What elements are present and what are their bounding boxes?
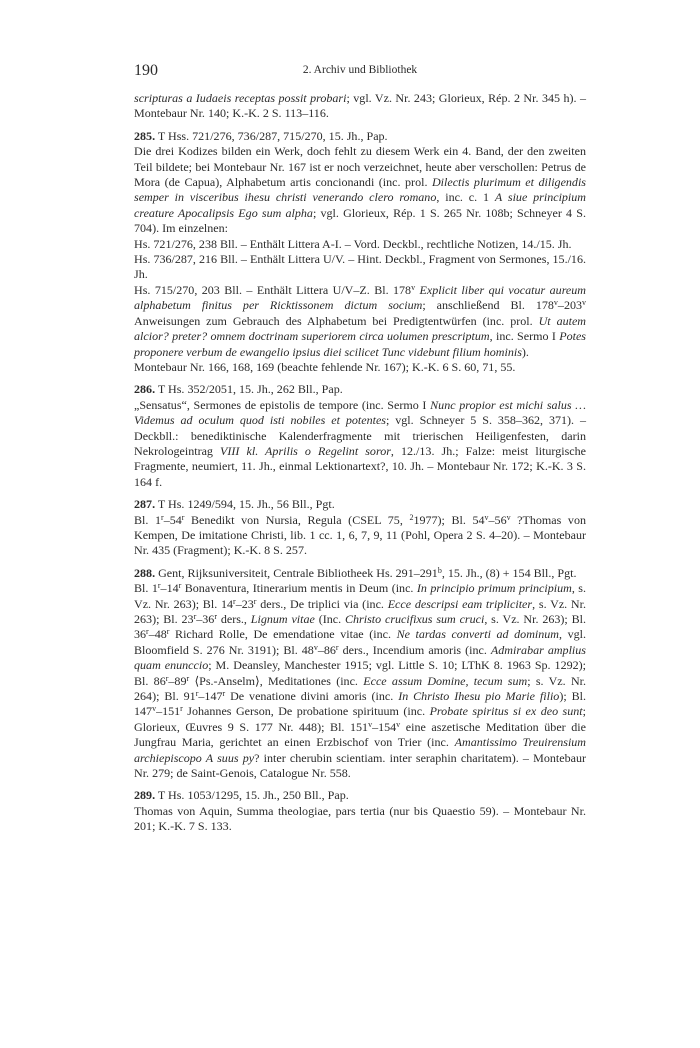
entry-header [134, 566, 586, 581]
text-run: , inc. c. 1 [436, 190, 495, 205]
entry-285 [134, 129, 586, 376]
text-run: –48 [148, 627, 167, 642]
text-run: Hs. 715/270, 203 Bll. – Enthält Littera U/V–Z. Bl. 178 [134, 282, 412, 297]
text-run: Johannes Gerson, De probatione spirituum (inc. [182, 704, 430, 719]
text-run: „Sensatus“, Sermones de epistolis de tempore (inc. Sermo I [134, 397, 431, 412]
latin-incipit: Probate spiritus si ex deo sunt [429, 704, 583, 719]
entry-shelfmark: , 15. Jh., (8) + 154 Bll., Pgt. [441, 565, 577, 580]
latin-incipit: scripturas a Iudaeis receptas possit probari [134, 91, 347, 105]
latin-incipit: Ut autem alcior? preter? omnem doctrinam superiorem circa uolumen prescriptum [134, 313, 587, 344]
volume-line: Hs. 736/287, 216 Bll. – Enthält Littera U/V. – Hint. Deckbl., Fragment von Sermones, 15./16. Jh. [134, 252, 586, 282]
entry-shelfmark: Gent, Rijksuniversiteit, Centrale Bibliotheek Hs. 291–291 [155, 565, 438, 580]
latin-incipit: In Christo Ihesu pio Marie filio [398, 689, 560, 704]
folio-side: r [165, 673, 169, 683]
text-run: (Inc. [314, 612, 345, 626]
text-run: Die drei Kodizes bilden ein Werk, doch fehlt zu diesem Werk ein 4. Band, der den zweiten Teil bildete; bei Montebaur Nr. 167 ist er noch verzeichnet, heute aber verschollen: Petrus de Mora (de Capua), Alphabetum artis concionandi (inc. prol. [134, 144, 586, 190]
entry-description: Thomas von Aquin, Summa theologiae, pars tertia (nur bis Quaestio 59). – Montebaur Nr. 201; K.-K. 7 S. 133. [134, 803, 586, 834]
folio-side: r [166, 627, 170, 637]
page [134, 62, 586, 835]
entry-description [134, 513, 586, 559]
text-run: , 12./13. Jh.; Falze: meist liturgische Fragmente, neumiert, 11. Jh., einmal Lektionartext?, 10. Jh. – Montebaur Nr. 172; K.-K. 3 S. 164 f. [134, 443, 586, 489]
latin-incipit: Dilectis plurimum et diligendis semper in visceribus ihesu christi venerando clero romano [134, 175, 586, 205]
latin-title: Lignum vitae [250, 612, 315, 626]
text-run: –203 [557, 298, 583, 313]
text-run: –36 [196, 612, 215, 626]
text-run: ders., [216, 612, 251, 626]
latin-incipit: Ecce assum Domine, tecum sum [363, 673, 528, 688]
folio-side: v [368, 719, 373, 729]
text-run: ; vgl. Glorieux, Rép. 1 S. 265 Nr. 108b; Schneyer 4 S. 704). Im einzelnen: [134, 205, 586, 236]
entry-header [134, 129, 586, 144]
entry-287 [134, 497, 586, 559]
volume-line [134, 283, 586, 360]
entry-description [134, 144, 586, 236]
text-run: –56 [488, 512, 507, 527]
entry-number: 286. [134, 382, 156, 397]
folio-side: r [222, 689, 226, 699]
running-title: 2. Archiv und Bibliothek [302, 64, 418, 76]
latin-incipit: Amantissimo Treuirensium archiepiscopo A suus py [134, 735, 587, 765]
text-run: Anweisungen zum Gebrauch des Alphabetum bei Predigtentwürfen (inc. prol. [134, 313, 539, 328]
folio-side: v [411, 282, 416, 292]
text-run: Richard Rolle, De emendatione vitae (inc. [169, 627, 397, 642]
entry-header [134, 788, 586, 803]
folio-side: v [553, 298, 558, 308]
entry-number: 288. [134, 565, 156, 580]
text-run: ders., De triplici via (inc. [256, 596, 388, 611]
folio-side: v [313, 642, 318, 652]
text-run: eine aszetische Meditation über die Jungfrau Maria, gerichtet an einen Erzbischof von Trier (inc. [134, 719, 586, 750]
text-run: ); Bl. 147 [134, 689, 586, 719]
text-run: Bl. 1 [134, 512, 162, 527]
latin-incipit: Christo crucifixus sum cruci [344, 612, 485, 626]
folio-side: r [157, 581, 161, 591]
latin-incipit: A siue principium creature Apocalipsis Ego sum alpha [134, 190, 587, 220]
folio-side: r [180, 704, 183, 714]
entry-description [134, 581, 586, 781]
text-run: ? inter cherubin scientiam. inter seraphin charitatem). – Montebaur Nr. 279; de Saint-Genois, Catalogue Nr. 558. [134, 750, 587, 781]
text-run: ?Thomas von Kempen, De imitatione Christi, lib. 1 cc. 1, 6, 7, 9, 11 (Pohl, Opera 2 S. 4–20). – Montebaur Nr. 435 (Fragment); K.-K. 8 S. 257. [134, 512, 586, 558]
entry-number: 287. [134, 497, 156, 512]
latin-incipit: Admirabar amplius quam enunccio [134, 642, 586, 673]
entry-number: 285. [134, 128, 156, 143]
entry-number: 289. [134, 788, 156, 803]
text-run: De venatione divini amoris (inc. [225, 689, 399, 704]
text-run: –14 [160, 581, 179, 596]
text-run: –89 [168, 673, 187, 688]
folio-side: v [396, 719, 401, 729]
folio-side: v [506, 512, 511, 522]
latin-incipit: Ecce descripsi eam tripliciter [387, 596, 533, 611]
shelfmark-superscript: b [437, 565, 442, 575]
text-run: Benedikt von Nursia, Regula (CSEL 75, [184, 512, 410, 527]
text-run: –147 [198, 689, 223, 704]
text-run: –23 [235, 596, 254, 611]
volume-line: Hs. 721/276, 238 Bll. – Enthält Littera A-I. – Vord. Deckbl., rechtliche Notizen, 14./15. Jh. [134, 236, 572, 251]
latin-incipit: Ne tardas converti ad dominum [396, 627, 559, 642]
text-run: ; anschließend Bl. 178 [422, 298, 554, 313]
folio-side: r [335, 642, 339, 652]
entry-description [134, 398, 586, 490]
text-run: ; vgl. Schneyer 5 S. 358–362, 371). – Deckbll.: benediktinische Kalenderfragmente mit trierischen Heiligenfesten, darin Nekrologeintrag [134, 413, 586, 458]
folio-side: v [582, 298, 587, 308]
text-run: –86 [317, 642, 336, 657]
folio-side: v [152, 704, 157, 714]
folio-side: v [484, 512, 489, 522]
text-run: ; vgl. Vz. Nr. 243; Glorieux, Rép. 2 Nr. 345 h). – Montebaur Nr. 140; K.-K. 2 S. 113–116. [134, 91, 586, 121]
page-header [134, 62, 586, 84]
entry-header [134, 497, 586, 512]
folio-side: r [161, 512, 164, 522]
references-line: Montebaur Nr. 166, 168, 169 (beachte fehlende Nr. 167); K.-K. 6 S. 60, 71, 55. [134, 359, 516, 374]
entry-shelfmark: T Hss. 721/276, 736/287, 715/270, 15. Jh., Pap. [155, 128, 388, 143]
text-run: , s. Vz. Nr. 263); Bl. 36 [134, 612, 586, 642]
text-run: , inc. Sermo I [489, 329, 560, 344]
text-run: ; M. Deansley, Manchester 1915; vgl. Little S. 10; LThK 8. 1963 Sp. 1292); Bl. 86 [134, 658, 586, 688]
entry-shelfmark: T Hs. 1053/1295, 15. Jh., 250 Bll., Pap. [155, 788, 349, 803]
folio-side: r [214, 612, 217, 621]
text-run: ; Glorieux, Œuvres 9 S. 177 Nr. 448); Bl. 151 [134, 704, 586, 734]
entry-shelfmark: T Hs. 352/2051, 15. Jh., 262 Bll., Pap. [155, 382, 343, 397]
entry-header [134, 382, 586, 397]
folio-side: r [178, 581, 182, 591]
text-run: , s. Vz. Nr. 263); Bl. 14 [134, 581, 586, 611]
continuation-paragraph [134, 91, 586, 122]
latin-incipit: Nunc propior est michi salus … Videmus ad oculum quod isti nobiles et potentes [134, 397, 586, 428]
text-run: –151 [156, 704, 181, 719]
folio-side: r [193, 612, 197, 621]
entry-289 [134, 788, 586, 834]
folio-side: r [195, 689, 199, 699]
text-run: ⟨Ps.-Anselm⟩, Meditationes (inc. [189, 673, 364, 688]
folio-side: r [186, 673, 190, 683]
text-run: 1977); Bl. 54 [413, 512, 485, 527]
text-run: Bl. 1 [134, 581, 158, 596]
text-run: ders., Incendium amoris (inc. [338, 642, 491, 657]
latin-incipit: Explicit liber qui vocatur aureum alphabetum finitus per Ricktissonem dictum socium [134, 282, 587, 313]
folio-side: r [253, 596, 257, 606]
text-run: ). [521, 344, 529, 359]
folio-side: r [233, 596, 236, 606]
page-number: 190 [134, 62, 158, 79]
latin-incipit: In principio primum principium [416, 581, 572, 596]
text-run: ; s. Vz. Nr. 264); Bl. 91 [134, 673, 587, 704]
latin-incipit: VIII kl. Aprilis o Regelint soror [220, 443, 391, 458]
text-run: , s. Vz. Nr. 263); Bl. 23 [134, 596, 586, 626]
text-run: –154 [372, 719, 397, 734]
text-run: Bonaventura, Itinerarium mentis in Deum (inc. [181, 581, 417, 596]
entry-shelfmark: T Hs. 1249/594, 15. Jh., 56 Bll., Pgt. [155, 497, 335, 512]
text-run: –54 [163, 512, 182, 527]
page-body [134, 91, 586, 835]
latin-incipit: Potes proponere verbum de ewangelio ipsius diei scilicet Tunc videbunt filium hominis [134, 329, 586, 359]
folio-side: r [146, 627, 149, 637]
entry-288 [134, 566, 586, 782]
entry-286 [134, 382, 586, 490]
edition-superscript: 2 [409, 512, 414, 522]
folio-side: r [181, 512, 185, 522]
text-run: , vgl. Bloomfield S. 276 Nr. 3191); Bl. 48 [134, 627, 587, 657]
